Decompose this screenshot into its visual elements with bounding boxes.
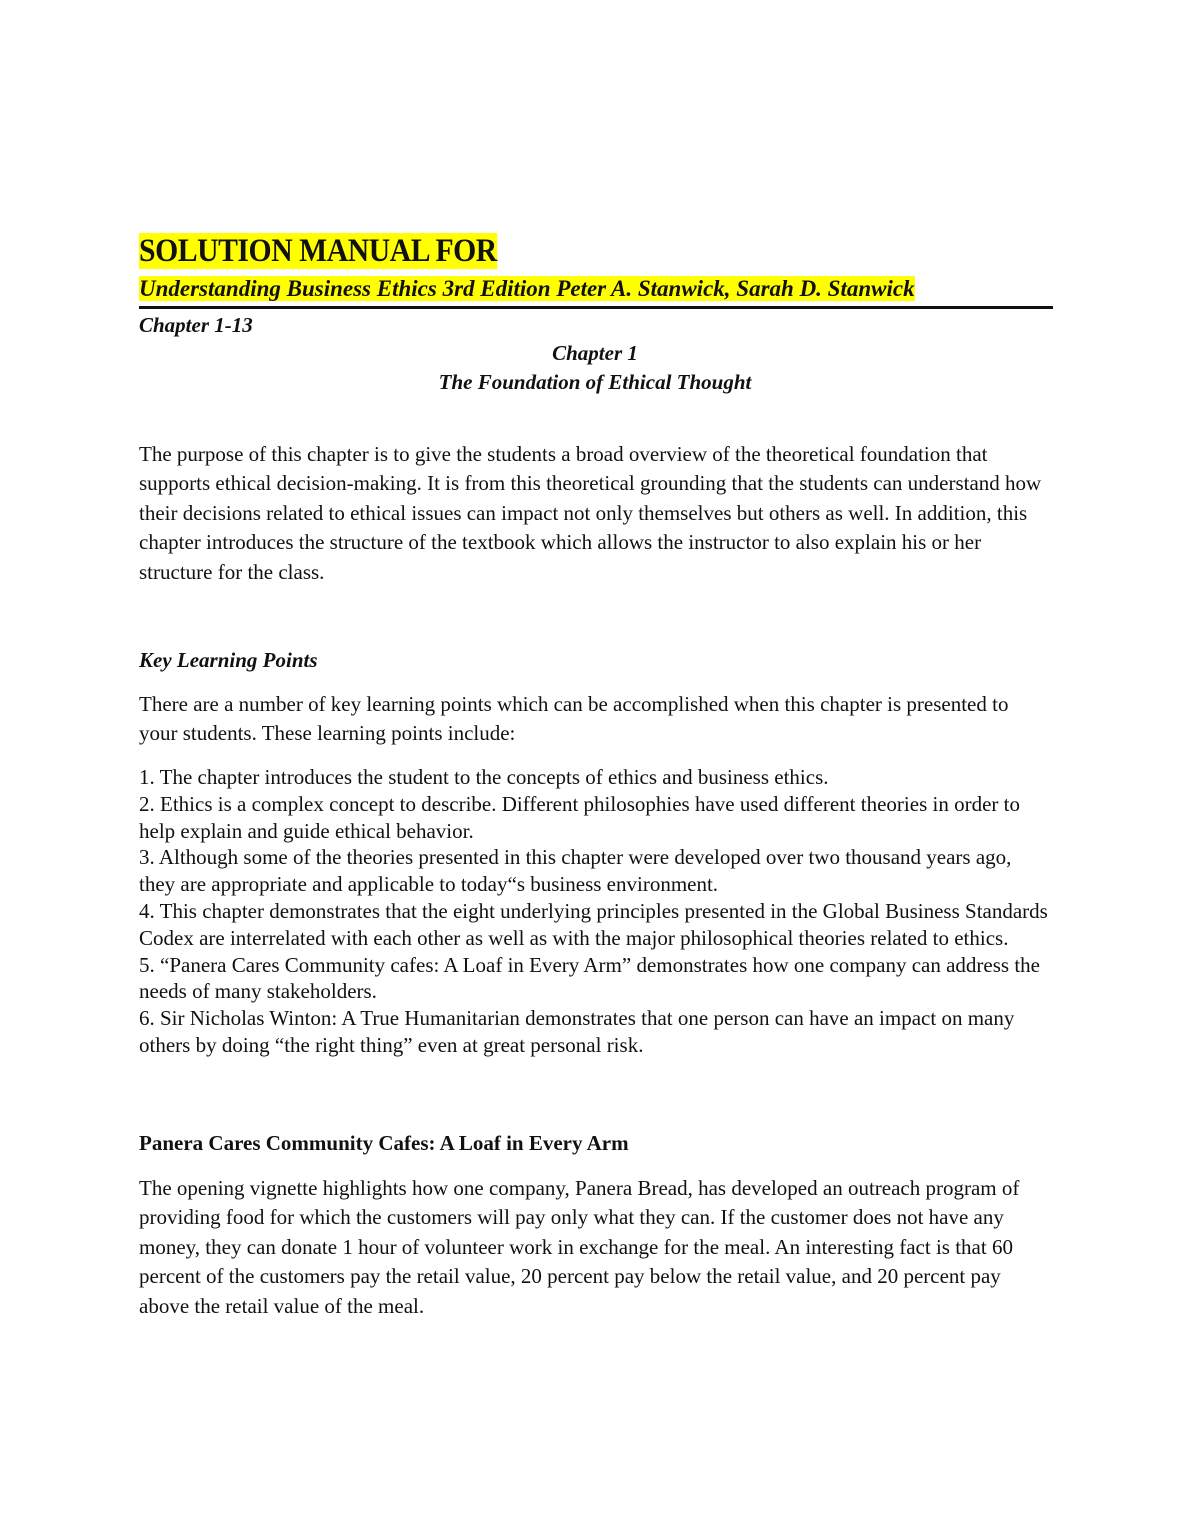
chapter-title: The Foundation of Ethical Thought [438,370,752,394]
key-learning-list [139,764,1049,1059]
list-item: 1. The chapter introduces the student to the concepts of ethics and business ethics. [139,765,829,789]
key-learning-heading: Key Learning Points [139,648,318,672]
title-underline-rule [139,306,1053,309]
document-subtitle [139,274,915,304]
chapter-range: Chapter 1-13 [139,313,253,337]
list-item: 3. Although some of the theories presented in this chapter were developed over two thousand years ago, they are appropriate and applicable to today“s business environment. [139,845,1012,897]
panera-section-paragraph: The opening vignette highlights how one company, Panera Bread, has developed an outreach program of providing food for which the customers will pay only what they can. If the customer does not have any money, they can donate 1 hour of volunteer work in exchange for the meal. An interesting fact is that 60 percent of the customers pay the retail value, 20 percent pay below the retail value, and 20 percent pay above the retail value of the meal. [139,1176,1020,1318]
list-item: 2. Ethics is a complex concept to describe. Different philosophies have used different theories in order to help explain and guide ethical behavior. [139,791,1020,843]
subtitle-highlight: Understanding Business Ethics 3rd Edition Peter A. Stanwick, Sarah D. Stanwick [139,276,915,301]
panera-section-heading: Panera Cares Community Cafes: A Loaf in Every Arm [139,1131,629,1155]
intro-paragraph: The purpose of this chapter is to give the students a broad overview of the theoretical foundation that supports ethical decision-making. It is from this theoretical grounding that the students can understand how their decisions related to ethical issues can impact not only themselves but others as well. In addition, this chapter introduces the structure of the textbook which allows the instructor to also explain his or her structure for the class. [139,442,1042,584]
list-item: 6. Sir Nicholas Winton: A True Humanitarian demonstrates that one person can have an impact on many others by doing “the right thing” even at great personal risk. [139,1006,1015,1057]
title-highlight: SOLUTION MANUAL FOR [139,233,497,269]
list-item: 5. “Panera Cares Community cafes: A Loaf in Every Arm” demonstrates how one company can address the needs of many stakeholders. [139,952,1040,1004]
list-item: 4. This chapter demonstrates that the eight underlying principles presented in the Global Business Standards Codex are interrelated with each other as well as with the major philosophical theories related to ethics. [139,898,1048,950]
document-title [139,231,497,271]
key-learning-intro: There are a number of key learning points which can be accomplished when this chapter is presented to your students. These learning points include: [139,692,1009,746]
chapter-number: Chapter 1 [552,341,638,365]
